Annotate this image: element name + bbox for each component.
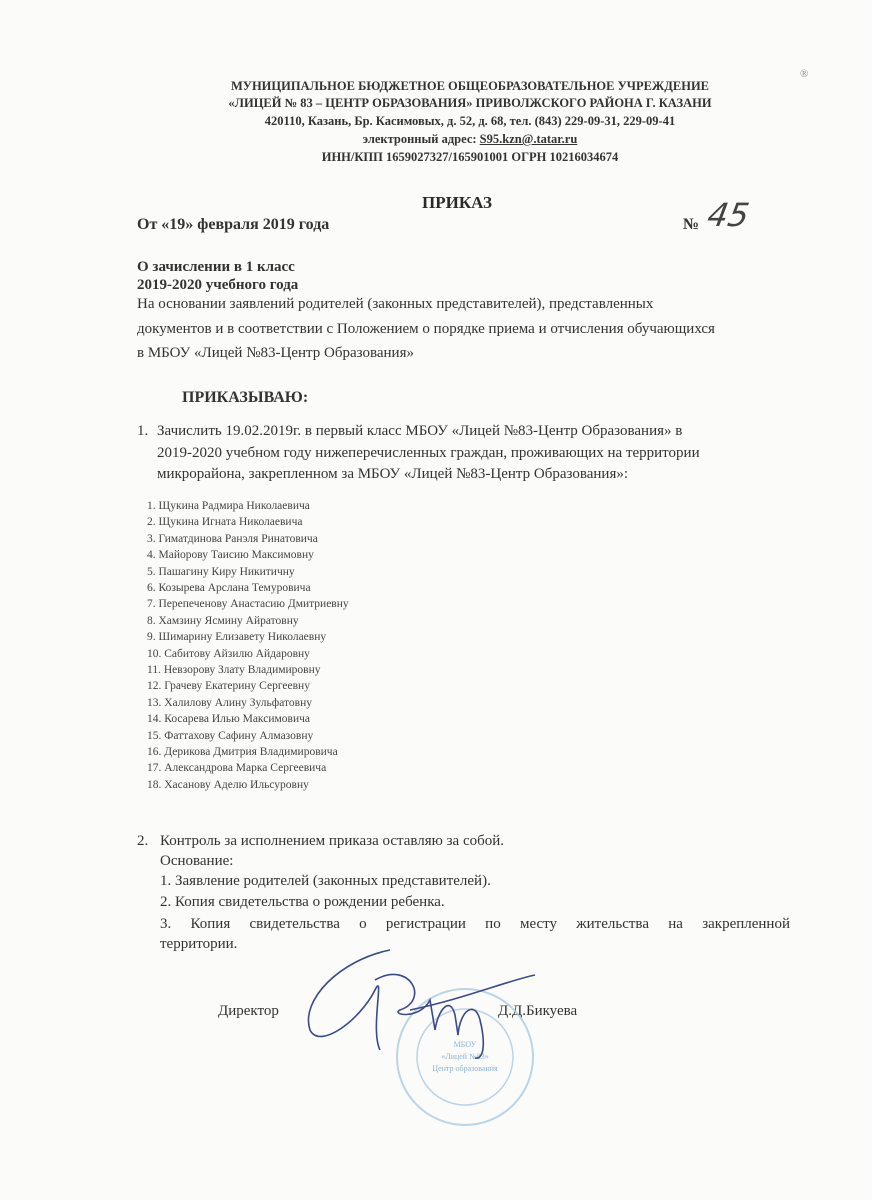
header-line-2: «ЛИЦЕЙ № 83 – ЦЕНТР ОБРАЗОВАНИЯ» ПРИВОЛЖСКОГО РАЙОНА Г. КАЗАНИ xyxy=(228,96,712,110)
student-list-item: 8. Хамзину Ясмину Айратовну xyxy=(147,614,299,627)
student-list-item: 9. Шимарину Елизавету Николаевну xyxy=(147,631,327,644)
order-number-handwritten: 45 xyxy=(704,196,753,234)
item-2-text: Контроль за исполнением приказа оставляю за собой. xyxy=(160,833,505,849)
email-label: электронный адрес: xyxy=(362,132,480,146)
header-line-1: МУНИЦИПАЛЬНОЕ БЮДЖЕТНОЕ ОБЩЕОБРАЗОВАТЕЛЬНОЕ УЧРЕЖДЕНИЕ xyxy=(230,79,710,93)
student-list-item: 15. Фаттахову Сафину Алмазовну xyxy=(147,729,314,742)
item-1-number: 1. xyxy=(137,423,149,439)
item-2-number: 2. xyxy=(137,833,149,849)
signature-role: Директор xyxy=(218,1003,279,1019)
student-list-item: 3. Гиматдинова Ранэля Ринатовича xyxy=(147,532,318,545)
student-list-item: 6. Козырева Арслана Темуровича xyxy=(147,582,311,594)
signature-name: Д.Д.Бикуева xyxy=(498,1003,578,1019)
preamble-line-1: На основании заявлений родителей (законных представителей), представленных xyxy=(137,296,654,312)
student-list-item: 10. Сабитову Айзилю Айдаровну xyxy=(147,647,310,660)
student-list-item: 4. Майорову Таисию Максимовну xyxy=(147,549,314,562)
header-email-line xyxy=(0,132,872,147)
basis-item-3: 3. Копия свидетельства о регистрации по месту жительства на закрепленной xyxy=(160,916,790,932)
student-list-item: 14. Косарева Илью Максимовича xyxy=(147,713,310,726)
basis-label: Основание: xyxy=(160,853,234,869)
preamble-line-3: в МБОУ «Лицей №83-Центр Образования» xyxy=(137,345,414,361)
basis-item-3-cont: территории. xyxy=(160,936,238,952)
student-list-item: 1. Щукина Радмира Николаевича xyxy=(147,500,310,512)
student-list-item: 16. Дерикова Дмитрия Владимировича xyxy=(147,746,338,758)
registration-mark-icon: ® xyxy=(800,68,809,80)
handwritten-signature xyxy=(280,940,540,1060)
item-1-line-1: Зачислить 19.02.2019г. в первый класс МБОУ «Лицей №83-Центр Образования» в xyxy=(157,423,683,439)
header-inn: ИНН/КПП 1659027327/165901001 ОГРН 10216034674 xyxy=(321,150,619,164)
student-list-item: 5. Пашагину Киру Никитичну xyxy=(147,565,295,578)
stamp-text-2: «Лицей №83» xyxy=(441,1052,489,1061)
email-link[interactable]: S95.kzn@.tatar.ru xyxy=(479,132,578,146)
item-1-line-3: микрорайона, закрепленном за МБОУ «Лицей №83-Центр Образования»: xyxy=(157,466,629,482)
item-1-line-2: 2019-2020 учебном году нижеперечисленных граждан, проживающих на территории xyxy=(157,445,700,461)
header-address: 420110, Казань, Бр. Касимовых, д. 52, д. 68, тел. (843) 229-09-31, 229-09-41 xyxy=(264,114,676,128)
subject-line-1: О зачислении в 1 класс xyxy=(137,259,295,275)
student-list-item: 11. Невзорову Злату Владимировну xyxy=(147,664,321,676)
document-title: ПРИКАЗ xyxy=(422,193,492,212)
basis-item-2: 2. Копия свидетельства о рождении ребенка. xyxy=(160,894,445,910)
order-number-label: № xyxy=(683,216,700,233)
student-list-item: 17. Александрова Марка Сергеевича xyxy=(147,762,327,775)
student-list-item: 18. Хасанову Аделю Ильсуровну xyxy=(147,778,309,791)
stamp-text-1: МБОУ xyxy=(453,1040,477,1049)
order-date: От «19» февраля 2019 года xyxy=(137,216,330,233)
stamp-text-3: Центр образования xyxy=(432,1064,498,1073)
subject-line-2: 2019-2020 учебного года xyxy=(137,277,299,293)
student-list-item: 7. Перепеченову Анастасию Дмитриевну xyxy=(147,598,349,611)
preamble-line-2: документов и в соответствии с Положением о порядке приема и отчисления обучающихся xyxy=(137,321,715,337)
student-list-item: 2. Щукина Игната Николаевича xyxy=(147,516,303,529)
order-word: ПРИКАЗЫВАЮ: xyxy=(182,389,309,406)
student-list-item: 12. Грачеву Екатерину Сергеевну xyxy=(147,680,310,693)
basis-item-1: 1. Заявление родителей (законных представителей). xyxy=(160,873,491,889)
student-list-item: 13. Халилову Алину Зульфатовну xyxy=(147,696,312,709)
